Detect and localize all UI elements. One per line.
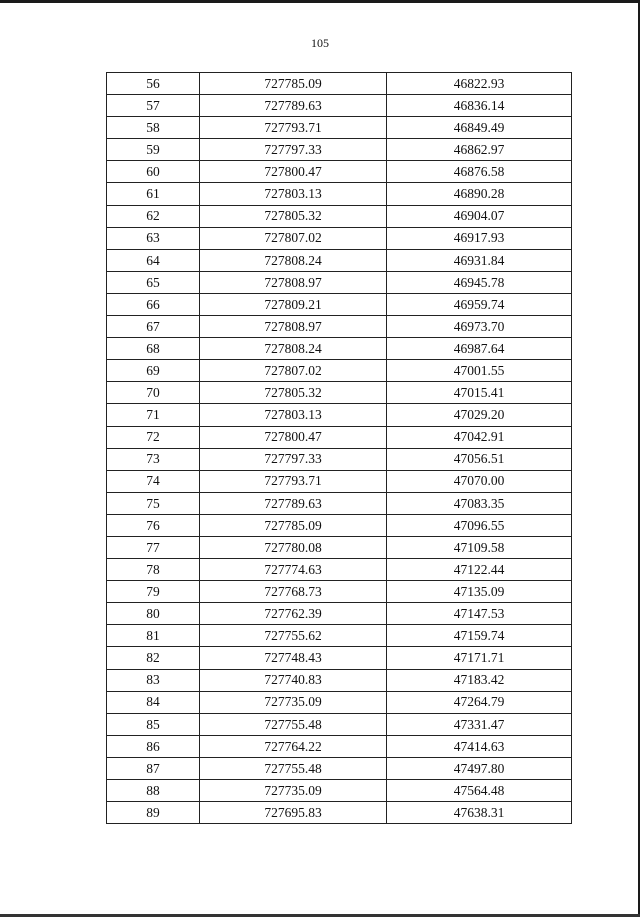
y-coordinate-cell: 46890.28 <box>387 183 572 205</box>
y-coordinate-cell: 46836.14 <box>387 95 572 117</box>
y-coordinate-cell: 47122.44 <box>387 559 572 581</box>
point-number-cell: 60 <box>107 161 200 183</box>
x-coordinate-cell: 727774.63 <box>200 559 387 581</box>
table-row <box>107 205 572 227</box>
point-number-cell: 74 <box>107 470 200 492</box>
point-number-cell: 79 <box>107 581 200 603</box>
y-coordinate-cell: 47147.53 <box>387 603 572 625</box>
y-coordinate-cell: 47042.91 <box>387 426 572 448</box>
y-coordinate-cell: 47109.58 <box>387 536 572 558</box>
point-number-cell: 68 <box>107 338 200 360</box>
y-coordinate-cell: 47564.48 <box>387 780 572 802</box>
y-coordinate-cell: 47159.74 <box>387 625 572 647</box>
table-row <box>107 757 572 779</box>
point-number-cell: 69 <box>107 360 200 382</box>
point-number-cell: 77 <box>107 536 200 558</box>
point-number-cell: 84 <box>107 691 200 713</box>
x-coordinate-cell: 727789.63 <box>200 492 387 514</box>
table-row <box>107 183 572 205</box>
y-coordinate-cell: 47183.42 <box>387 669 572 691</box>
table-row <box>107 559 572 581</box>
point-number-cell: 81 <box>107 625 200 647</box>
y-coordinate-cell: 46904.07 <box>387 205 572 227</box>
y-coordinate-cell: 46917.93 <box>387 227 572 249</box>
x-coordinate-cell: 727740.83 <box>200 669 387 691</box>
x-coordinate-cell: 727785.09 <box>200 514 387 536</box>
point-number-cell: 73 <box>107 448 200 470</box>
x-coordinate-cell: 727755.62 <box>200 625 387 647</box>
table-row <box>107 669 572 691</box>
y-coordinate-cell: 47001.55 <box>387 360 572 382</box>
point-number-cell: 64 <box>107 249 200 271</box>
point-number-cell: 67 <box>107 316 200 338</box>
x-coordinate-cell: 727735.09 <box>200 691 387 713</box>
table-row <box>107 492 572 514</box>
y-coordinate-cell: 47096.55 <box>387 514 572 536</box>
table-row <box>107 95 572 117</box>
point-number-cell: 70 <box>107 382 200 404</box>
point-number-cell: 71 <box>107 404 200 426</box>
table-row <box>107 227 572 249</box>
x-coordinate-cell: 727762.39 <box>200 603 387 625</box>
table-row <box>107 647 572 669</box>
x-coordinate-cell: 727789.63 <box>200 95 387 117</box>
table-row <box>107 117 572 139</box>
page-number: 105 <box>311 36 329 50</box>
y-coordinate-cell: 47015.41 <box>387 382 572 404</box>
point-number-cell: 78 <box>107 559 200 581</box>
x-coordinate-cell: 727793.71 <box>200 470 387 492</box>
table-row <box>107 426 572 448</box>
point-number-cell: 80 <box>107 603 200 625</box>
table-row <box>107 73 572 95</box>
point-number-cell: 61 <box>107 183 200 205</box>
point-number-cell: 83 <box>107 669 200 691</box>
point-number-cell: 66 <box>107 293 200 315</box>
table-row <box>107 691 572 713</box>
x-coordinate-cell: 727755.48 <box>200 713 387 735</box>
y-coordinate-cell: 46849.49 <box>387 117 572 139</box>
x-coordinate-cell: 727735.09 <box>200 780 387 802</box>
table-row <box>107 249 572 271</box>
table-row <box>107 713 572 735</box>
point-number-cell: 72 <box>107 426 200 448</box>
scan-border-top <box>0 0 640 3</box>
point-number-cell: 82 <box>107 647 200 669</box>
point-number-cell: 75 <box>107 492 200 514</box>
x-coordinate-cell: 727805.32 <box>200 382 387 404</box>
table-row <box>107 360 572 382</box>
x-coordinate-cell: 727764.22 <box>200 735 387 757</box>
table-row <box>107 581 572 603</box>
table-row <box>107 603 572 625</box>
y-coordinate-cell: 46945.78 <box>387 271 572 293</box>
table-row <box>107 271 572 293</box>
coordinates-table <box>106 72 572 824</box>
x-coordinate-cell: 727803.13 <box>200 183 387 205</box>
y-coordinate-cell: 47638.31 <box>387 802 572 824</box>
x-coordinate-cell: 727800.47 <box>200 426 387 448</box>
point-number-cell: 89 <box>107 802 200 824</box>
table-row <box>107 514 572 536</box>
x-coordinate-cell: 727808.97 <box>200 271 387 293</box>
point-number-cell: 88 <box>107 780 200 802</box>
y-coordinate-cell: 46987.64 <box>387 338 572 360</box>
x-coordinate-cell: 727748.43 <box>200 647 387 669</box>
y-coordinate-cell: 47056.51 <box>387 448 572 470</box>
point-number-cell: 62 <box>107 205 200 227</box>
x-coordinate-cell: 727793.71 <box>200 117 387 139</box>
x-coordinate-cell: 727695.83 <box>200 802 387 824</box>
y-coordinate-cell: 46822.93 <box>387 73 572 95</box>
table-row <box>107 625 572 647</box>
table-row <box>107 470 572 492</box>
x-coordinate-cell: 727807.02 <box>200 227 387 249</box>
y-coordinate-cell: 47070.00 <box>387 470 572 492</box>
x-coordinate-cell: 727797.33 <box>200 139 387 161</box>
x-coordinate-cell: 727808.24 <box>200 338 387 360</box>
table-row <box>107 735 572 757</box>
table-row <box>107 293 572 315</box>
x-coordinate-cell: 727800.47 <box>200 161 387 183</box>
y-coordinate-cell: 46931.84 <box>387 249 572 271</box>
table-row <box>107 382 572 404</box>
table-row <box>107 780 572 802</box>
table-row <box>107 404 572 426</box>
x-coordinate-cell: 727768.73 <box>200 581 387 603</box>
y-coordinate-cell: 47135.09 <box>387 581 572 603</box>
table-row <box>107 448 572 470</box>
x-coordinate-cell: 727805.32 <box>200 205 387 227</box>
x-coordinate-cell: 727803.13 <box>200 404 387 426</box>
y-coordinate-cell: 47264.79 <box>387 691 572 713</box>
table-row <box>107 536 572 558</box>
point-number-cell: 86 <box>107 735 200 757</box>
y-coordinate-cell: 47331.47 <box>387 713 572 735</box>
y-coordinate-cell: 46876.58 <box>387 161 572 183</box>
table-row <box>107 338 572 360</box>
point-number-cell: 65 <box>107 271 200 293</box>
point-number-cell: 57 <box>107 95 200 117</box>
point-number-cell: 85 <box>107 713 200 735</box>
point-number-cell: 76 <box>107 514 200 536</box>
x-coordinate-cell: 727797.33 <box>200 448 387 470</box>
point-number-cell: 59 <box>107 139 200 161</box>
y-coordinate-cell: 47083.35 <box>387 492 572 514</box>
point-number-cell: 56 <box>107 73 200 95</box>
x-coordinate-cell: 727808.97 <box>200 316 387 338</box>
point-number-cell: 63 <box>107 227 200 249</box>
table-row <box>107 802 572 824</box>
y-coordinate-cell: 46973.70 <box>387 316 572 338</box>
y-coordinate-cell: 46862.97 <box>387 139 572 161</box>
y-coordinate-cell: 46959.74 <box>387 293 572 315</box>
table-row <box>107 139 572 161</box>
x-coordinate-cell: 727807.02 <box>200 360 387 382</box>
x-coordinate-cell: 727808.24 <box>200 249 387 271</box>
coordinates-table-body <box>107 73 572 824</box>
x-coordinate-cell: 727780.08 <box>200 536 387 558</box>
table-row <box>107 316 572 338</box>
table-row <box>107 161 572 183</box>
x-coordinate-cell: 727755.48 <box>200 757 387 779</box>
y-coordinate-cell: 47029.20 <box>387 404 572 426</box>
point-number-cell: 87 <box>107 757 200 779</box>
x-coordinate-cell: 727785.09 <box>200 73 387 95</box>
point-number-cell: 58 <box>107 117 200 139</box>
x-coordinate-cell: 727809.21 <box>200 293 387 315</box>
y-coordinate-cell: 47414.63 <box>387 735 572 757</box>
y-coordinate-cell: 47171.71 <box>387 647 572 669</box>
y-coordinate-cell: 47497.80 <box>387 757 572 779</box>
